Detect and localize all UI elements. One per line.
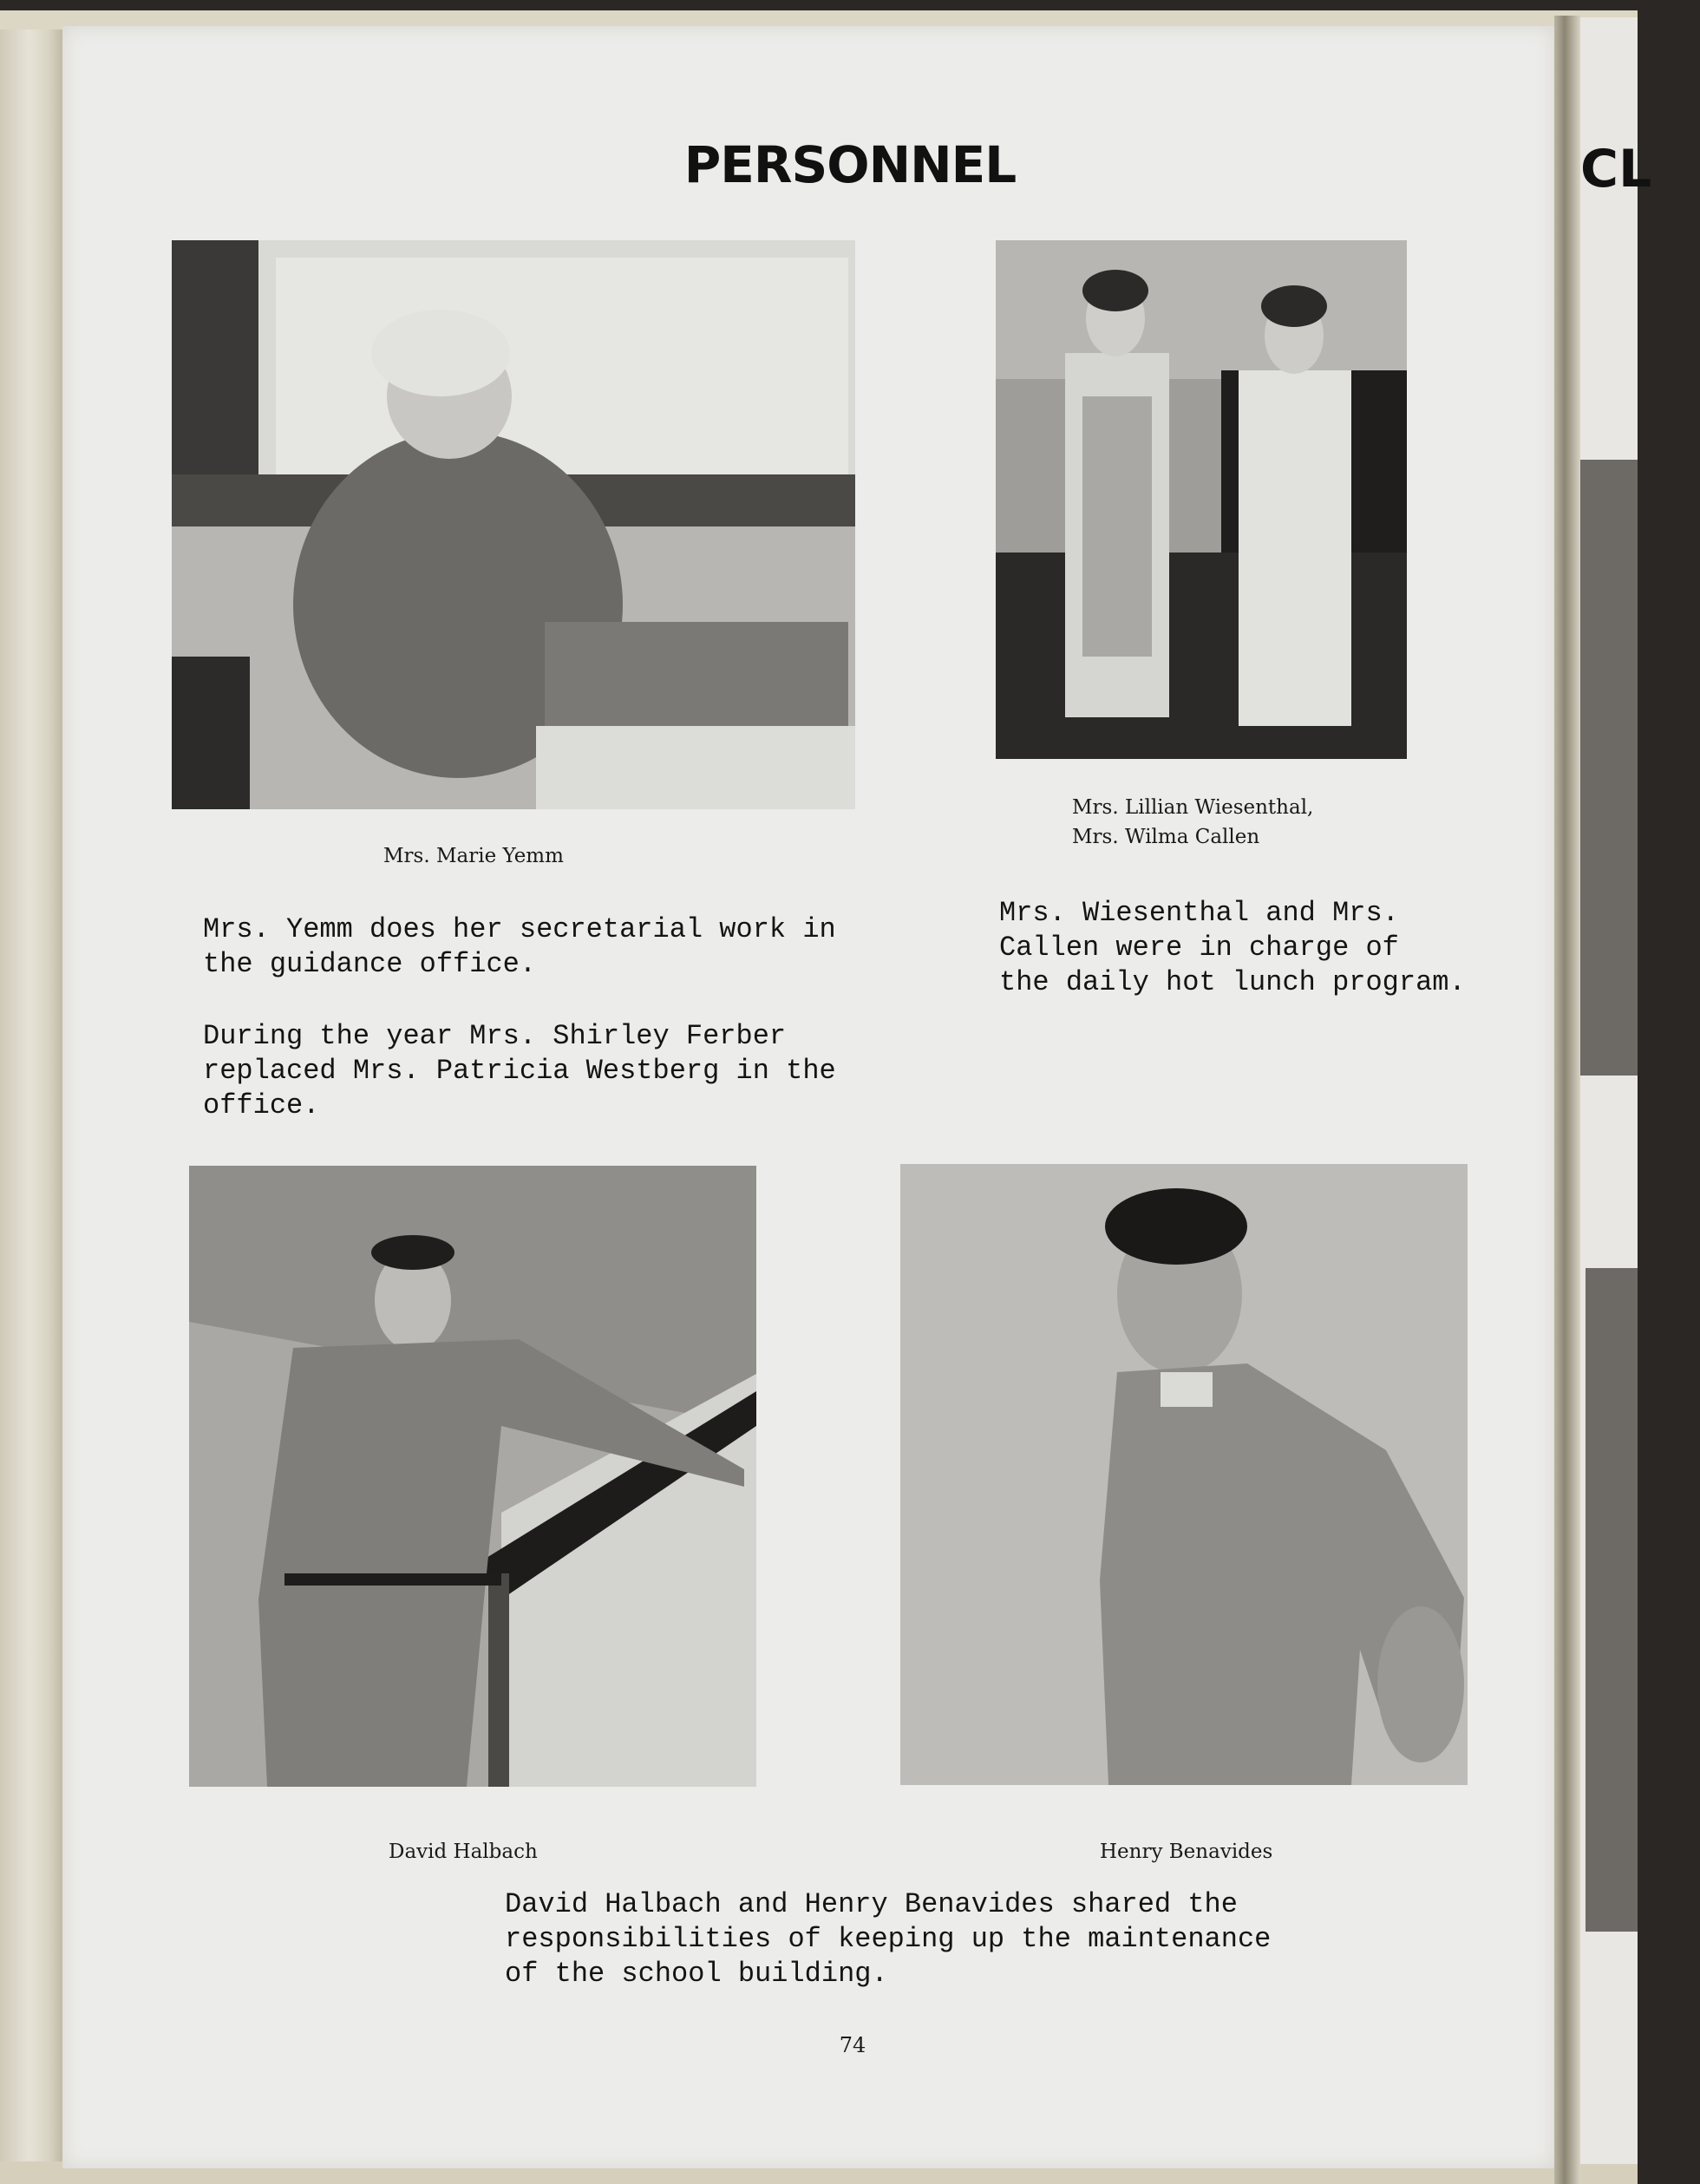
yearbook-page — [62, 26, 1554, 2168]
paragraph-yemm-work: Mrs. Yemm does her secretarial work in the guidance office. — [203, 913, 836, 980]
next-page-photo-bottom — [1586, 1268, 1638, 1932]
paragraph-ferber-westberg: During the year Mrs. Shirley Ferber replaced Mrs. Patricia Westberg in the office. — [203, 1020, 836, 1121]
page-title: PERSONNEL — [683, 135, 1017, 194]
photo-david-halbach — [189, 1166, 756, 1787]
caption-henry-benavides: Henry Benavides — [1100, 1841, 1273, 1863]
caption-david-halbach: David Halbach — [389, 1841, 538, 1863]
photo-marie-yemm — [172, 240, 855, 809]
next-page-title-fragment: CL — [1580, 139, 1652, 199]
next-page-photo-top — [1580, 460, 1638, 1076]
photo-wiesenthal-callen — [996, 240, 1407, 759]
page-number: 74 — [839, 2033, 866, 2057]
caption-marie-yemm: Mrs. Marie Yemm — [383, 845, 564, 867]
caption-wiesenthal-callen-line1: Mrs. Lillian Wiesenthal, — [1072, 796, 1314, 819]
paragraph-maintenance: David Halbach and Henry Benavides shared the responsibilities of keeping up the maintenance of the school building. — [505, 1888, 1272, 1990]
paragraph-hot-lunch: Mrs. Wiesenthal and Mrs. Callen were in charge of the daily hot lunch program. — [999, 897, 1466, 998]
photo-henry-benavides — [900, 1164, 1468, 1785]
left-binding — [0, 16, 64, 2184]
caption-wiesenthal-callen-line2: Mrs. Wilma Callen — [1072, 826, 1260, 848]
book-gutter — [1554, 16, 1580, 2184]
